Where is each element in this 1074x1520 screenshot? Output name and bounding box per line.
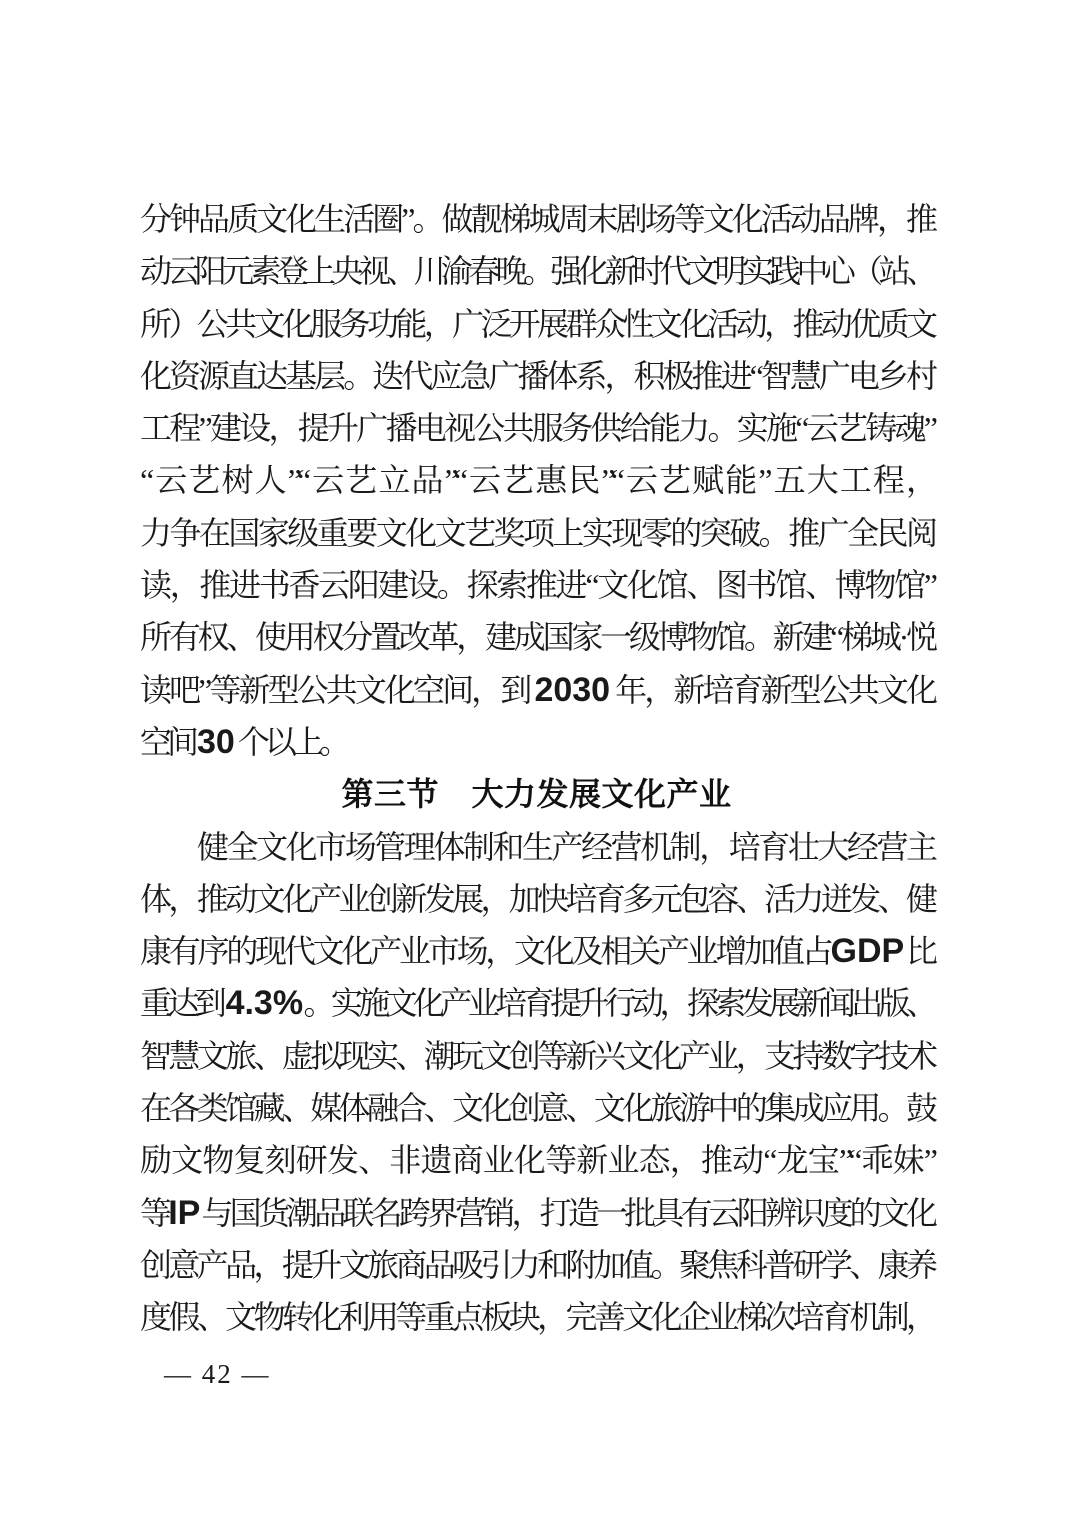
page-number: — 42 — [164, 1359, 271, 1389]
latin-text: 4.3% [225, 984, 304, 1023]
paragraph1-line: 分钟品质文化生活圈”。做靓梯城周末剧场等文化活动品牌，推 [140, 201, 933, 237]
paragraph1-line: 化资源直达基层。迭代应急广播体系，积极推进“智慧广电乡村 [140, 357, 933, 394]
paragraph2-line: 励文物复刻研发、非遗商业化等新业态，推动“龙宝”“乖妹” [140, 1142, 933, 1179]
section-heading: 第三节 大力发展文化产业 [341, 776, 732, 813]
paragraph2-line: 度假、文物转化利用等重点板块，完善文化企业梯次培育机制， [140, 1299, 933, 1336]
paragraph2-line: 在各类馆藏、媒体融合、文化创意、文化旅游中的集成应用。鼓 [140, 1090, 933, 1127]
latin-text: GDP [830, 932, 905, 971]
paragraph2-line: 智慧文旅、虚拟现实、潮玩文创等新兴文化产业，支持数字技术 [140, 1037, 933, 1074]
latin-text: 30 [197, 722, 235, 761]
latin-text: 2030 [534, 670, 611, 709]
paragraph1-line: 所）公共文化服务功能，广泛开展群众性文化活动，推动优质文 [140, 305, 933, 342]
paragraph1-line: 所有权、使用权分置改革，建成国家一级博物馆。新建“梯城·悦 [140, 619, 933, 656]
page-content [140, 193, 933, 1344]
latin-text: IP [168, 1193, 201, 1232]
paragraph2-line: 健全文化市场管理体制和生产经营机制，培育壮大经营主 [197, 828, 933, 865]
paragraph1-line: 空间 30 个以上。 [140, 722, 346, 761]
paragraph2-line: 康有序的现代文化产业市场，文化及相关产业增加值占GDP比 [140, 932, 933, 971]
paragraph2-line: 等IP与国货潮品联名跨界营销，打造一批具有云阳辨识度的文化 [140, 1193, 933, 1232]
paragraph2-line: 创意产品，提升文旅商品吸引力和附加值。聚焦科普研学、康养 [140, 1246, 933, 1283]
paragraph2-line: 体，推动文化产业创新发展，加快培育多元包容、活力迸发、健 [140, 880, 933, 917]
paragraph1-line: 力争在国家级重要文化文艺奖项上实现零的突破。推广全民阅 [140, 514, 933, 551]
paragraph2-line: 重达到 4.3%。实施文化产业培育提升行动，探索发展新闻出版、 [140, 984, 933, 1023]
paragraph1-line: “云艺树人”“云艺立品”“云艺惠民”“云艺赋能”五大工程， [140, 462, 933, 499]
paragraph1-line: 动云阳元素登上央视、川渝春晚。强化新时代文明实践中心（站、 [140, 253, 933, 290]
paragraph1-line: 工程”建设，提升广播电视公共服务供给能力。实施“云艺铸魂” [140, 410, 933, 447]
paragraph1-line: 读，推进书香云阳建设。探索推进“文化馆、图书馆、博物馆” [140, 567, 933, 604]
paragraph1-line: 读吧”等新型公共文化空间，到 2030 年，新培育新型公共文化 [140, 670, 933, 709]
